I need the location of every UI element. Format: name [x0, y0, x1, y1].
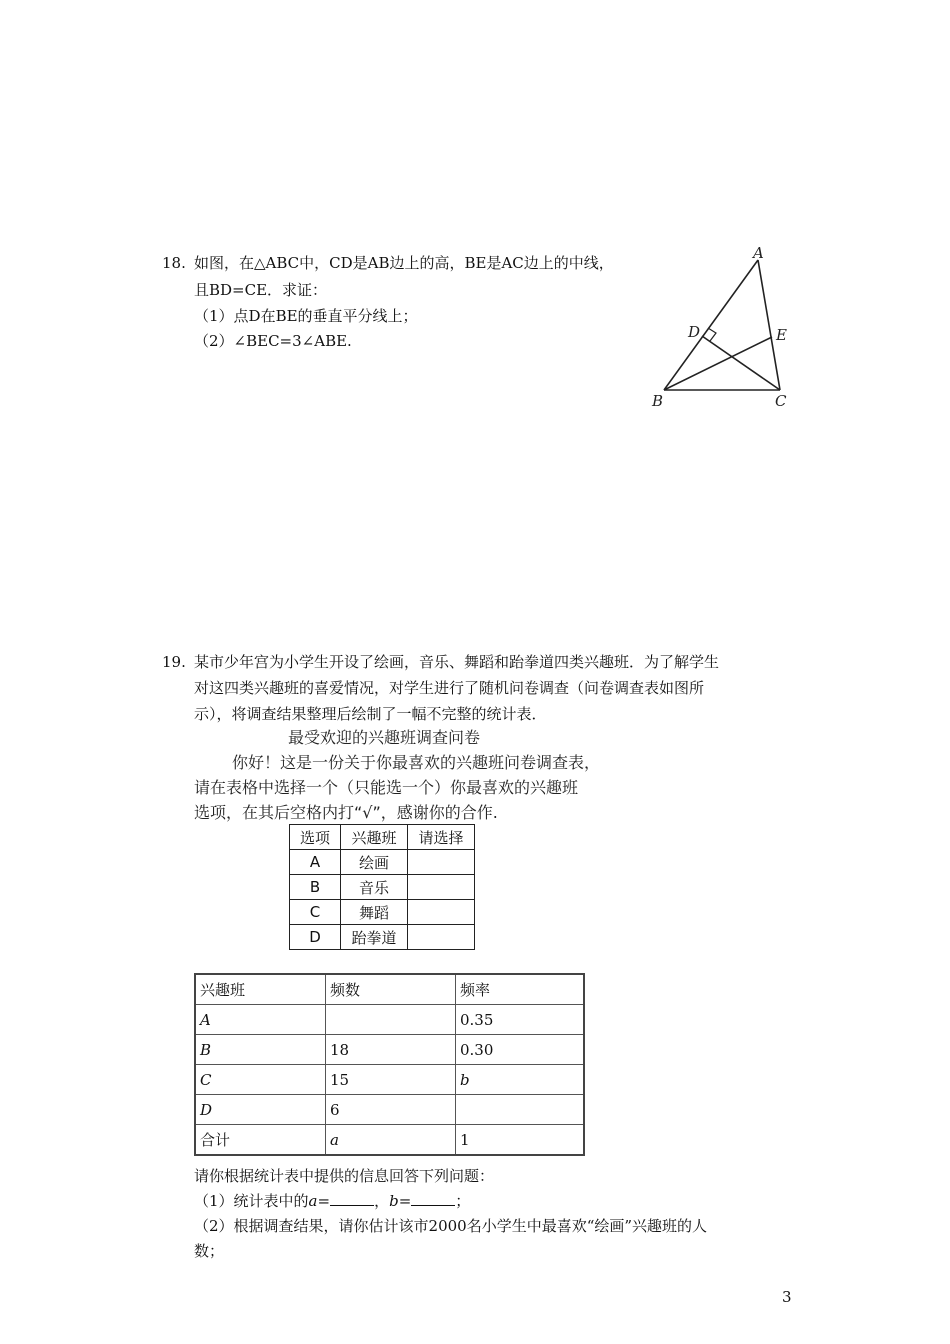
survey-cell: 音乐: [341, 875, 408, 900]
survey-cell: 绘画: [341, 850, 408, 875]
right-angle-mark: [708, 328, 716, 341]
q19-number: 19.: [162, 653, 186, 671]
stats-header-cell: 频数: [326, 974, 456, 1005]
label-a: A: [753, 244, 764, 262]
median-be: [664, 337, 772, 390]
survey-cell: B: [290, 875, 341, 900]
stats-cell: 0.30: [456, 1035, 585, 1065]
eq-sign: =: [317, 1192, 331, 1210]
stats-cell: 0.35: [456, 1005, 585, 1035]
answer-blank-b[interactable]: [411, 1191, 455, 1206]
survey-table-header: [290, 825, 475, 850]
q19-line2: 对这四类兴趣班的喜爱情况，对学生进行了随机问卷调查（问卷调查表如图所: [194, 679, 705, 697]
separator: ，: [374, 1192, 390, 1210]
q19-part2-line2: 数；: [194, 1242, 225, 1260]
label-d: D: [688, 323, 701, 341]
survey-table: [289, 824, 475, 950]
stats-header-cell: 兴趣班: [195, 974, 326, 1005]
altitude-cd: [702, 336, 780, 390]
page-number: 3: [782, 1288, 792, 1306]
stats-cell: [456, 1095, 585, 1125]
survey-cell: C: [290, 900, 341, 925]
survey-cell: 跆拳道: [341, 925, 408, 950]
survey-text2: 请在表格中选择一个（只能选一个）你最喜欢的兴趣班: [194, 778, 579, 797]
stats-cell: D: [195, 1095, 326, 1125]
table-row: [195, 1095, 584, 1125]
stats-cell: b: [456, 1065, 585, 1095]
stats-header-cell: 频率: [456, 974, 585, 1005]
stats-cell: B: [195, 1035, 326, 1065]
stats-table: [194, 973, 585, 1156]
table-row: [195, 1065, 584, 1095]
q19-part1: [194, 1191, 470, 1211]
table-row: [290, 925, 475, 950]
survey-text1: 你好！这是一份关于你最喜欢的兴趣班问卷调查表，: [232, 753, 601, 772]
survey-text3: 选项，在其后空格内打“√”，感谢你的合作.: [194, 803, 498, 822]
side-ac: [758, 260, 780, 390]
stats-cell: 6: [326, 1095, 456, 1125]
table-row: [195, 1035, 584, 1065]
var-a: a: [308, 1192, 318, 1210]
table-row: [290, 850, 475, 875]
survey-title: 最受欢迎的兴趣班调查问卷: [288, 728, 481, 747]
stats-cell: C: [195, 1065, 326, 1095]
side-ab: [664, 260, 758, 390]
q18-line1: 如图，在△ABC中，CD是AB边上的高，BE是AC边上的中线，: [194, 254, 614, 272]
triangle-figure: [640, 240, 800, 415]
stats-cell: A: [195, 1005, 326, 1035]
survey-header-cell: 请选择: [408, 825, 475, 850]
answer-blank-a[interactable]: [330, 1191, 374, 1206]
survey-cell: D: [290, 925, 341, 950]
table-row: [290, 900, 475, 925]
survey-cell: 舞蹈: [341, 900, 408, 925]
q18-line2: 且BD=CE．求证：: [194, 281, 328, 299]
q19-part2-line1: （2）根据调查结果，请你估计该市2000名小学生中最喜欢“绘画”兴趣班的人: [194, 1217, 708, 1235]
eq-sign: =: [398, 1192, 412, 1210]
label-c: C: [775, 392, 787, 410]
survey-header-cell: 兴趣班: [341, 825, 408, 850]
q18-part2: （2）∠BEC=3∠ABE.: [194, 332, 352, 350]
stats-cell: [326, 1005, 456, 1035]
label-e: E: [776, 326, 787, 344]
survey-cell: [408, 900, 475, 925]
var-b: b: [389, 1192, 399, 1210]
q18-number: 18.: [162, 254, 186, 272]
survey-header-cell: 选项: [290, 825, 341, 850]
survey-cell: [408, 925, 475, 950]
stats-table-header: [195, 974, 584, 1005]
q19-line1: 某市少年宫为小学生开设了绘画，音乐、舞蹈和跆拳道四类兴趣班．为了解学生: [194, 653, 720, 671]
survey-cell: [408, 875, 475, 900]
q18-part1: （1）点D在BE的垂直平分线上；: [194, 307, 418, 325]
table-row: [195, 1125, 584, 1156]
survey-cell: A: [290, 850, 341, 875]
q19-line3: 示），将调查结果整理后绘制了一幅不完整的统计表．: [194, 705, 547, 723]
stats-cell: 合计: [195, 1125, 326, 1156]
table-row: [290, 875, 475, 900]
stats-cell: a: [326, 1125, 456, 1156]
survey-cell: [408, 850, 475, 875]
stats-cell: 15: [326, 1065, 456, 1095]
stats-cell: 1: [456, 1125, 585, 1156]
q19-part1-text: （1）统计表中的: [194, 1192, 309, 1210]
end-mark: ；: [455, 1192, 471, 1210]
table-row: [195, 1005, 584, 1035]
q19-prompt: 请你根据统计表中提供的信息回答下列问题：: [194, 1167, 495, 1185]
label-b: B: [652, 392, 664, 410]
stats-cell: 18: [326, 1035, 456, 1065]
